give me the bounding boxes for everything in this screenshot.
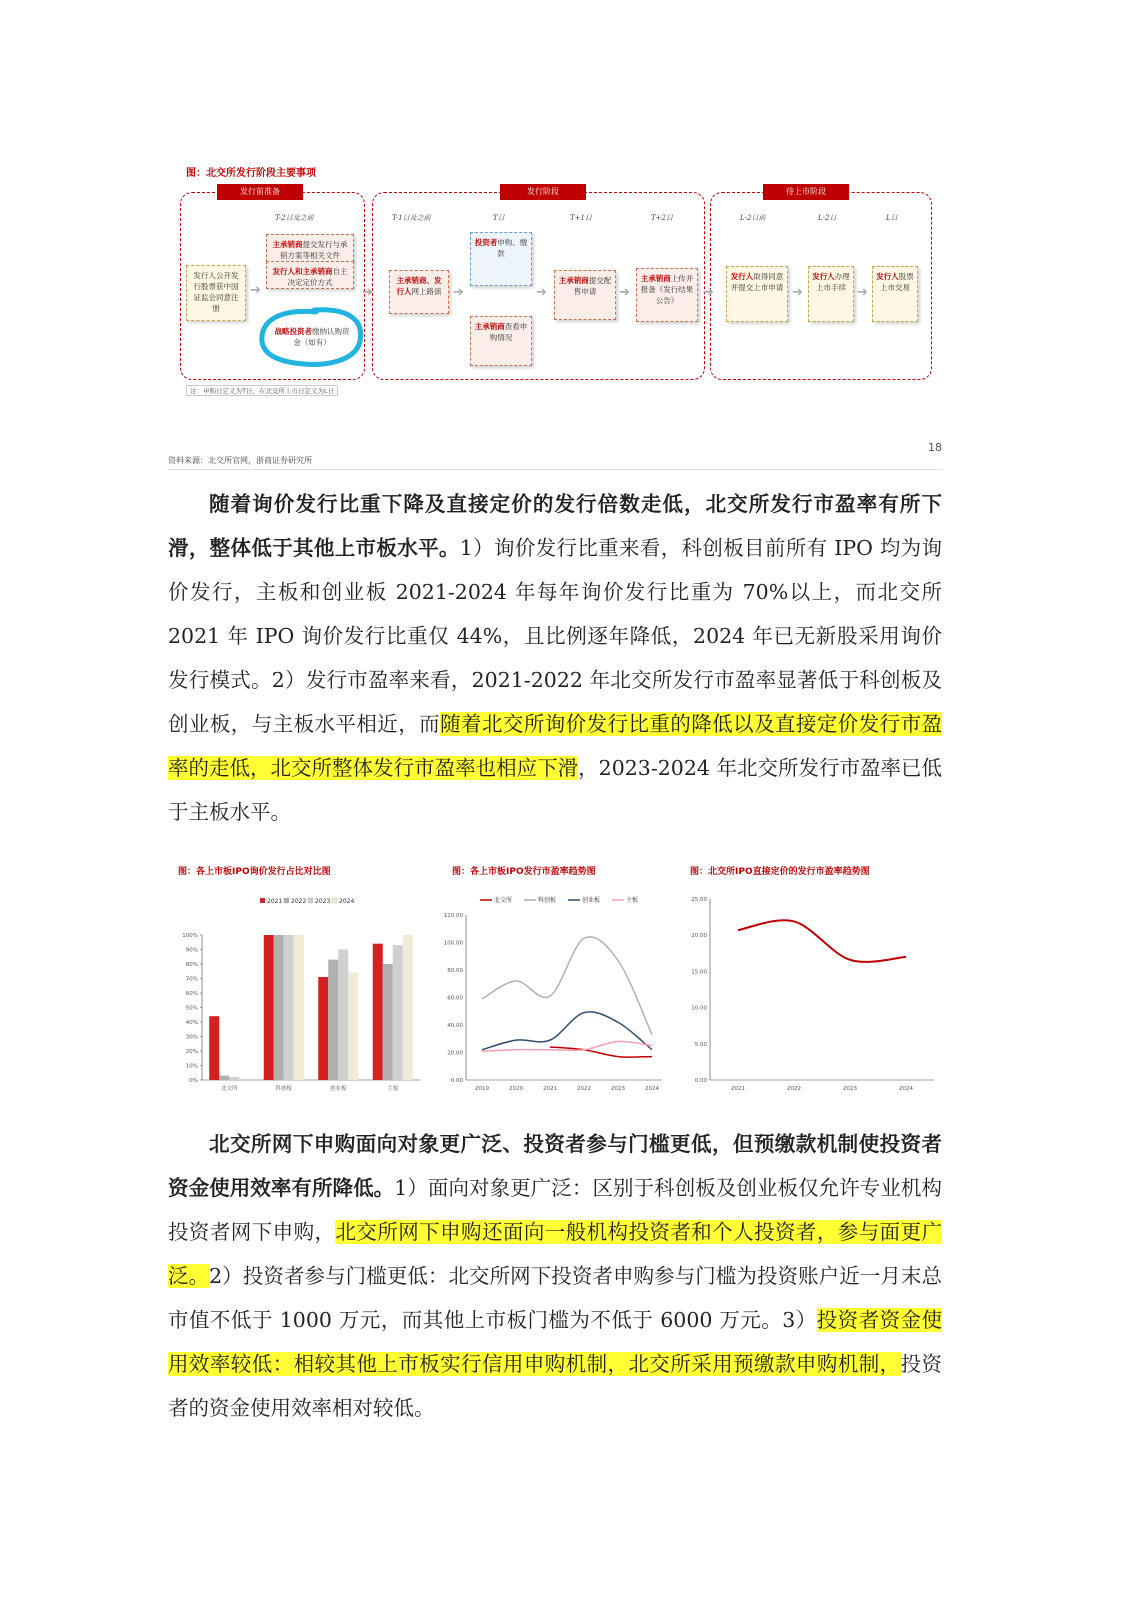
time-label: T+2日 [651, 214, 673, 222]
box-text: 股票上市交易 [880, 272, 914, 292]
y-tick-label: 100.00 [443, 940, 463, 947]
x-tick-label: 2021 [543, 1086, 557, 1092]
x-tick-label: 科创板 [275, 1086, 293, 1092]
legend-swatch [332, 898, 337, 903]
legend-label: 2024 [339, 898, 355, 905]
bar [318, 977, 328, 1080]
paragraph-text: 1）询价发行比重来看，科创板目前所有 IPO 均为询价发行，主板和创业板 2021-2024 年每年询价发行比重为 70%以上，而北交所 2021 年 IPO 询价发行比重仅 44%，且比例逐年降低，2024 年已无新股采用询价发行模式。2）发行市盈率来看，2021-2022 年北交所发行市盈率显著低于科创板及创业板，与主板水平相近，而 [168, 536, 943, 736]
bar [348, 973, 358, 1080]
chart-title: 图：各上市板IPO发行市盈率趋势图 [452, 867, 596, 877]
divider [168, 469, 942, 470]
flow-figure-title: 图：北交所发行阶段主要事项 [186, 168, 316, 179]
stage-pre-listing-header: 待上市阶段 [763, 184, 849, 200]
box-text: 申购、缴款 [497, 238, 528, 258]
page-number: 18 [928, 441, 942, 454]
arrow-icon: ➔ [250, 283, 261, 298]
box-text: 自主决定定价方式 [287, 267, 348, 287]
time-label: L日 [886, 214, 898, 222]
highlighted-text: 北交所网下申购还面向一般机构投资者和个人投资者，参与面更广泛。 [168, 1220, 943, 1288]
legend-swatch [308, 898, 313, 903]
box-red-text: 主承销商 [474, 322, 505, 331]
box-red-text: 发行人 [812, 272, 835, 281]
y-tick-label: 25.00 [691, 897, 707, 903]
highlighted-text: 投资者资金使用效率较低：相较其他上市板实行信用申购机制，北交所采用预缴款申购机制， [168, 1308, 943, 1376]
flow-box-listing-application [726, 266, 788, 322]
time-label: L-2日 [818, 214, 837, 222]
flow-note: 注：申购日定义为T日，在北交所上市日定义为L日 [186, 385, 338, 396]
bar [383, 964, 393, 1080]
bar [284, 935, 294, 1080]
x-tick-label: 2020 [509, 1086, 523, 1092]
y-tick-label: 80% [185, 962, 198, 968]
box-red-text: 发行人 [730, 272, 754, 281]
y-tick-label: 5.00 [694, 1041, 707, 1048]
legend-label: 2021 [267, 898, 283, 905]
box-red-text: 发行人 [876, 272, 899, 281]
y-tick-label: 10.00 [691, 1005, 707, 1012]
box-red-text: 主承销商 [640, 274, 671, 283]
x-tick-label: 创业板 [329, 1086, 347, 1092]
line-chart-bse-direct-pe [682, 885, 942, 1095]
arrow-icon: ➔ [703, 285, 714, 300]
bar [209, 1016, 219, 1080]
y-tick-label: 20.00 [447, 1050, 463, 1057]
legend-label: 科创板 [538, 897, 557, 904]
chart-title: 图：各上市板IPO询价发行占比对比图 [178, 867, 331, 877]
legend-label: 创业板 [582, 897, 601, 904]
y-tick-label: 30% [185, 1034, 198, 1041]
box-text: 上传并报备《发行结果公告》 [640, 274, 694, 305]
paragraph-pe-trend [168, 482, 942, 834]
bar [403, 935, 413, 1080]
box-text: 提交发行与承销方案等相关文件 [280, 240, 348, 260]
legend-label: 2023 [315, 898, 331, 905]
y-tick-label: 20% [185, 1049, 198, 1055]
legend-label: 北交所 [494, 897, 513, 904]
bar [393, 945, 403, 1080]
series-line [482, 937, 652, 1035]
bar [219, 1076, 229, 1080]
flow-box-underwriter-plan [266, 234, 354, 262]
series-line [482, 1012, 652, 1050]
arrow-icon: ➔ [857, 285, 868, 300]
series-line [738, 920, 906, 962]
bar [264, 935, 274, 1080]
series-line [550, 1047, 652, 1057]
x-tick-label: 北交所 [220, 1086, 238, 1092]
y-tick-label: 20.00 [691, 933, 707, 940]
y-tick-label: 100% [182, 933, 198, 939]
x-tick-label: 2021 [731, 1086, 745, 1092]
legend-swatch [260, 898, 265, 903]
series-line [482, 1041, 652, 1051]
x-tick-label: 2024 [899, 1086, 913, 1092]
paragraph-offline-subscription [168, 1122, 942, 1430]
x-tick-label: 2022 [787, 1086, 801, 1092]
y-tick-label: 60% [185, 991, 198, 997]
y-tick-label: 80.00 [447, 968, 463, 974]
time-label: T日 [493, 214, 505, 222]
y-tick-label: 50% [185, 1005, 198, 1012]
flow-box-check-subscription [470, 316, 532, 366]
bar [338, 950, 348, 1081]
paragraph-text: 投资者的资金使用效率相对较低。 [168, 1352, 943, 1420]
time-label: T-1日及之前 [392, 214, 431, 222]
y-tick-label: 120.00 [443, 913, 463, 919]
box-red-text: 主承销商 [558, 276, 589, 285]
arrow-icon: ➔ [792, 285, 803, 300]
legend-swatch [284, 898, 289, 903]
box-text: 查看申购情况 [489, 322, 528, 342]
bar [328, 960, 338, 1080]
y-tick-label: 0% [189, 1078, 198, 1084]
box-text: 缴纳认购资金（如有） [293, 327, 350, 347]
x-tick-label: 主板 [387, 1086, 399, 1092]
hand-drawn-circle-annotation [254, 305, 366, 369]
paragraph-text: ，2023-2024 年北交所发行市盈率已低于主板水平。 [168, 756, 943, 824]
y-tick-label: 15.00 [691, 969, 707, 976]
source-line: 资料来源：北交所官网，浙商证券研究所 [168, 456, 312, 465]
arrow-icon: ➔ [362, 285, 373, 300]
highlighted-text: 随着北交所询价发行比重的降低以及直接定价发行市盈率的走低，北交所整体发行市盈率也相应下滑 [168, 712, 943, 780]
legend-label: 2022 [291, 898, 307, 905]
x-tick-label: 2024 [645, 1086, 659, 1092]
bar-chart-inquiry-share [170, 885, 430, 1095]
flow-box-result-announcement [636, 268, 698, 322]
box-red-text: 发行人和主承销商 [272, 267, 333, 276]
flow-box-pricing-method [266, 261, 354, 289]
y-tick-label: 40.00 [447, 1023, 463, 1029]
paragraph-text: 1）面向对象更广泛：区别于科创板及创业板仅允许专业机构投资者网下申购， [168, 1176, 942, 1244]
x-tick-label: 2023 [611, 1086, 625, 1092]
chart-title: 图：北交所IPO直接定价的发行市盈率趋势图 [690, 867, 870, 877]
time-label: T-2日及之前 [275, 214, 314, 222]
bar [294, 935, 304, 1080]
flow-box-listing-procedure [808, 266, 854, 322]
paragraph-lead: 北交所网下申购面向对象更广泛、投资者参与门槛更低，但预缴款机制使投资者资金使用效率有所降低。 [168, 1132, 942, 1200]
arrow-icon: ➔ [536, 285, 547, 300]
stage-pre-issue-header: 发行前准备 [217, 184, 303, 200]
bar [274, 935, 284, 1080]
flow-box-placement [554, 270, 616, 320]
stage-issuance-header: 发行阶段 [500, 184, 586, 200]
flow-box-roadshow [389, 270, 449, 314]
box-text: 发行人公开发行股票获中国证监会同意注册 [193, 271, 239, 313]
y-tick-label: 0.00 [694, 1078, 707, 1084]
box-red-text: 战略投资者 [274, 327, 312, 336]
paragraph-text: 2）投资者参与门槛更低：北交所网下投资者申购参与门槛为投资账户近一月末总市值不低于 1000 万元，而其他上市板门槛为不低于 6000 万元。3） [168, 1264, 943, 1332]
box-text: 网上路演 [411, 287, 442, 296]
paragraph-lead: 随着询价发行比重下降及直接定价的发行倍数走低，北交所发行市盈率有所下滑，整体低于其他上市板水平。 [168, 492, 942, 560]
box-text: 取得同意并提交上市申请 [730, 272, 784, 292]
arrow-icon: ➔ [453, 285, 464, 300]
x-tick-label: 2019 [475, 1086, 489, 1092]
flow-box-subscription [470, 232, 532, 286]
box-text: 提交配售申请 [573, 276, 612, 296]
arrow-icon: ➔ [619, 285, 630, 300]
x-tick-label: 2022 [577, 1086, 591, 1092]
box-red-text: 主承销商、发行人 [396, 276, 442, 296]
y-tick-label: 60.00 [447, 995, 463, 1002]
y-tick-label: 0.00 [450, 1078, 463, 1084]
line-chart-pe-boards [440, 885, 680, 1095]
y-tick-label: 90% [185, 947, 198, 954]
time-label: T+1日 [570, 214, 592, 222]
y-tick-label: 10% [185, 1063, 198, 1070]
y-tick-label: 40% [185, 1020, 198, 1026]
time-label: L-2日前 [740, 214, 766, 222]
flow-box-trading [872, 266, 918, 322]
bar [373, 944, 383, 1080]
bar [229, 1077, 239, 1080]
legend-label: 主板 [626, 897, 639, 904]
box-red-text: 主承销商 [272, 240, 303, 249]
box-red-text: 投资者 [474, 238, 498, 247]
box-text: 办理上市手续 [816, 272, 850, 292]
flow-box-approval [186, 265, 246, 321]
y-tick-label: 70% [185, 976, 198, 983]
x-tick-label: 2023 [843, 1086, 857, 1092]
